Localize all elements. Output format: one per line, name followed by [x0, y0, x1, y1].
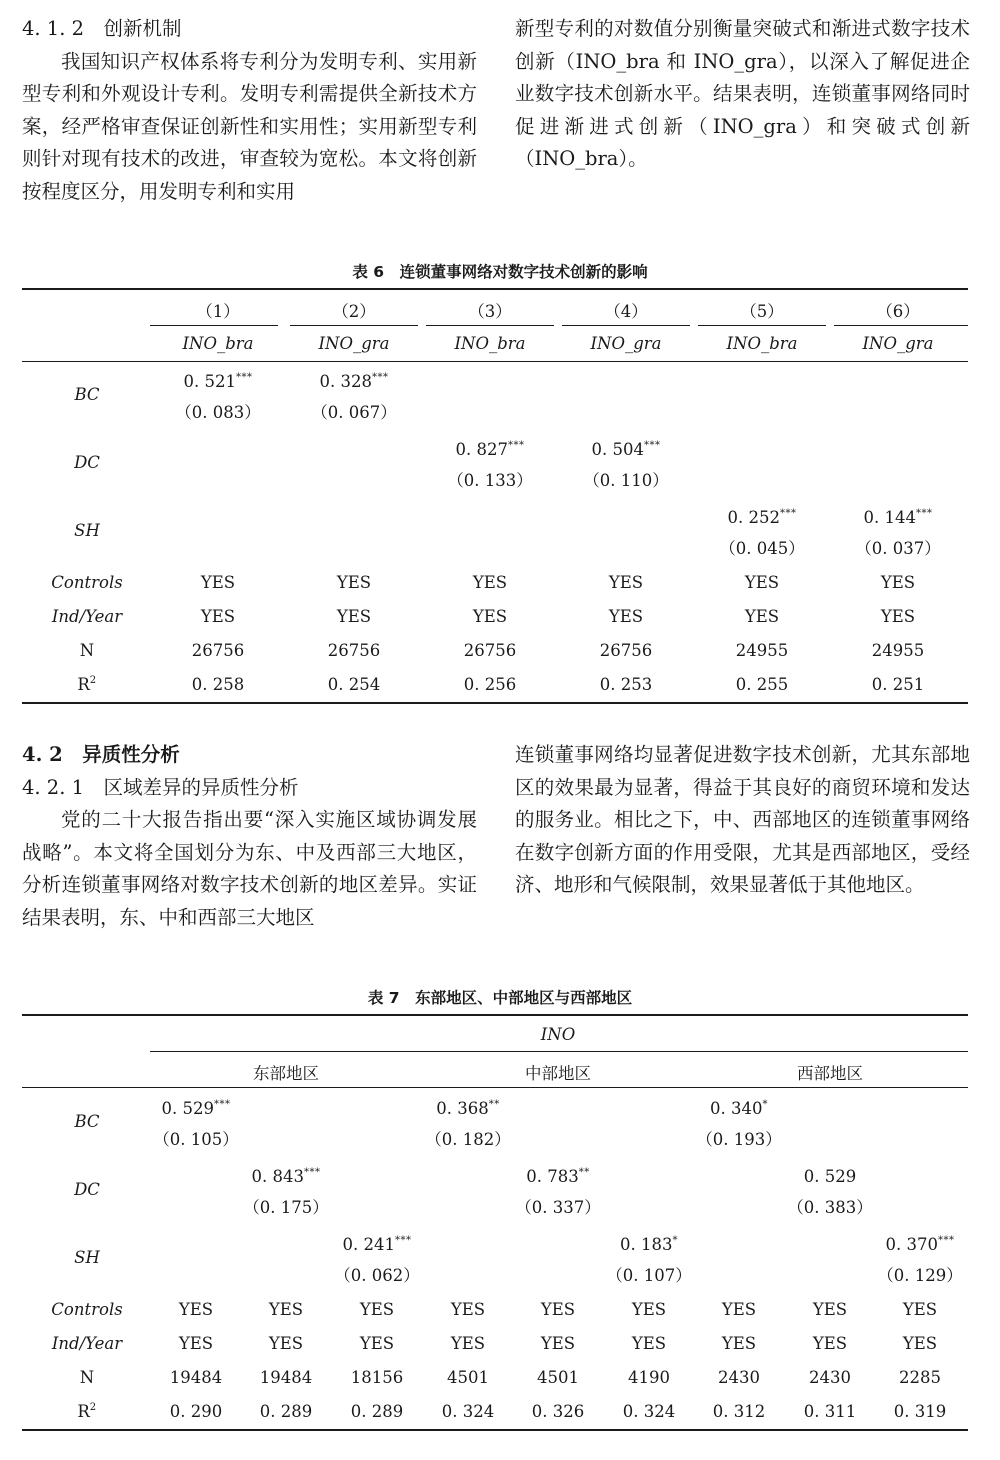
table-6-cell: 24955 [871, 641, 925, 660]
table-7-cell: YES [631, 1300, 667, 1319]
table-6-col-number: （4） [604, 302, 648, 321]
table-7-std-error: （0. 107） [606, 1266, 692, 1285]
table-7-cell: 4501 [447, 1368, 489, 1387]
table-7-region-east: 东部地区 [253, 1064, 319, 1083]
table-7-cell: YES [450, 1334, 486, 1353]
table-7-dep-var: INO [540, 1025, 576, 1044]
table-7-cell: YES [450, 1300, 486, 1319]
table-6-std-error: （0. 110） [583, 471, 669, 490]
section-4-2-right-column [515, 739, 970, 902]
table-7-cell: 19484 [259, 1368, 313, 1387]
table-6-col-number: （1） [196, 302, 240, 321]
table-6-cell: 0. 255 [735, 675, 789, 694]
table-7-coefficient: 0. 183* [620, 1235, 678, 1254]
table-7-cell: YES [178, 1300, 214, 1319]
table-7-coefficient: 0. 529 [803, 1167, 857, 1186]
table-6-header-rule [22, 361, 968, 362]
section-heading-4-2: 4. 2 异质性分析 [22, 743, 180, 766]
table-7-std-error: （0. 383） [787, 1198, 873, 1217]
table-6-std-error: （0. 133） [447, 471, 533, 490]
table-7-cell: 0. 324 [622, 1402, 676, 1421]
table-7-caption: 表 7 东部地区、中部地区与西部地区 [367, 989, 633, 1007]
table-7-cell: YES [540, 1300, 576, 1319]
table-6-coefficient: 0. 328*** [319, 372, 389, 391]
table-7-cell: 0. 289 [350, 1402, 404, 1421]
table-6-row-label-controls: Controls [51, 573, 123, 592]
table-6-cell: YES [880, 573, 916, 592]
table-6-row-label-ind-year: Ind/Year [51, 607, 123, 626]
table-6-cell: YES [608, 573, 644, 592]
table-7-cell: YES [902, 1334, 938, 1353]
table-6-col-number: （3） [468, 302, 512, 321]
table-6-cell: 0. 258 [191, 675, 245, 694]
table-7-cell: 0. 326 [531, 1402, 585, 1421]
table-7-cell: 4501 [537, 1368, 579, 1387]
table-6-cell: YES [472, 607, 508, 626]
paragraph-regional-heterogeneity: 党的二十大报告指出要“深入实施区域协调发展战略”。本文将全国划分为东、中及西部三大地区，分析连锁董事网络对数字技术创新的地区差异。实证结果表明，东、中和西部三大地区 [22, 808, 477, 929]
table-7-std-error: （0. 337） [515, 1198, 601, 1217]
table-7-cell: YES [721, 1300, 757, 1319]
table-6-cell: YES [744, 573, 780, 592]
table-6-cell: YES [744, 607, 780, 626]
table-6-col-rule [562, 325, 690, 326]
table-7-cell: 4190 [628, 1368, 670, 1387]
table-7-coefficient: 0. 783** [526, 1167, 590, 1186]
table-6-std-error: （0. 045） [719, 539, 805, 558]
table-6-cell: YES [200, 607, 236, 626]
table-6-dep-var: INO_bra [454, 334, 526, 353]
table-6-cell: 26756 [463, 641, 517, 660]
table-6-col-number: （6） [876, 302, 920, 321]
table-7-row-label-n: N [79, 1368, 95, 1387]
table-6-bottom-rule [22, 702, 968, 704]
table-7-row-label-ind-year: Ind/Year [51, 1334, 123, 1353]
table-6-cell: YES [336, 607, 372, 626]
table-7-cell: 0. 290 [169, 1402, 223, 1421]
table-6-std-error: （0. 083） [175, 403, 261, 422]
table-7-cell: 0. 311 [803, 1402, 857, 1421]
table-6-top-rule [22, 288, 968, 290]
table-7-cell: YES [359, 1334, 395, 1353]
table-7-std-error: （0. 182） [425, 1130, 511, 1149]
table-6-cell: YES [608, 607, 644, 626]
table-7-cell: 0. 319 [893, 1402, 947, 1421]
table-6-row-label-n: N [79, 641, 95, 660]
section-4-2-left-column [22, 739, 477, 934]
table-6-cell: 0. 253 [599, 675, 653, 694]
table-7-coefficient: 0. 340* [710, 1099, 768, 1118]
table-6-cell: YES [472, 573, 508, 592]
section-4-1-2-left-column [22, 13, 477, 208]
table-7-bottom-rule [22, 1429, 968, 1431]
table-7-top-rule [22, 1014, 968, 1016]
table-7-coefficient: 0. 843*** [251, 1167, 321, 1186]
section-heading-4-2-1: 4. 2. 1 区域差异的异质性分析 [22, 775, 299, 799]
table-7-std-error: （0. 062） [334, 1266, 420, 1285]
paragraph-innovation-mechanism: 我国知识产权体系将专利分为发明专利、实用新型专利和外观设计专利。发明专利需提供全新技术方案，经严格审查保证创新性和实用性；实用新型专利则针对现有技术的改进，审查较为宽松。本文将创新按程度区分，用发明专利和实用 [22, 49, 477, 203]
table-6-col-number: （5） [740, 302, 784, 321]
table-6-coefficient: 0. 252*** [727, 508, 797, 527]
table-6-coefficient: 0. 504*** [591, 440, 661, 459]
table-6-cell: 0. 251 [871, 675, 925, 694]
table-6-cell: YES [880, 607, 916, 626]
table-7-cell: YES [902, 1300, 938, 1319]
table-7-row-label-controls: Controls [51, 1300, 123, 1319]
table-7-row-label-r-squared: $R^2$ [77, 1402, 97, 1421]
table-7-cell: 0. 324 [441, 1402, 495, 1421]
table-6-dep-var: INO_gra [318, 334, 390, 353]
table-6-col-rule [426, 325, 554, 326]
table-7-region-central: 中部地区 [525, 1064, 591, 1083]
table-7-cell: 2430 [809, 1368, 851, 1387]
table-7 [22, 1014, 968, 1434]
table-7-std-error: （0. 193） [696, 1130, 782, 1149]
table-6-coefficient: 0. 827*** [455, 440, 525, 459]
paragraph-innovation-mechanism-continued: 新型专利的对数值分别衡量突破式和渐进式数字技术创新（INO_bra 和 INO_gra），以深入了解促进企业数字技术创新水平。结果表明，连锁董事网络同时促进渐进式创新（INO_gra）和突破式创新（INO_bra）。 [515, 17, 970, 170]
table-7-row-label-dc: DC [74, 1180, 100, 1199]
table-7-cell: YES [359, 1300, 395, 1319]
table-7-cell: YES [268, 1334, 304, 1353]
table-6-col-number: （2） [332, 302, 376, 321]
table-7-coefficient: 0. 241*** [342, 1235, 412, 1254]
table-7-coefficient: 0. 370*** [885, 1235, 955, 1254]
section-4-1-2-right-column [515, 13, 970, 176]
table-7-coefficient: 0. 368** [436, 1099, 500, 1118]
table-6-cell: 0. 256 [463, 675, 517, 694]
section-heading-4-1-2: 4. 1. 2 创新机制 [22, 17, 182, 40]
table-6-caption: 表 6 连锁董事网络对数字技术创新的影响 [352, 263, 648, 281]
table-7-cell: 0. 289 [259, 1402, 313, 1421]
table-6-row-label-bc: BC [74, 385, 100, 404]
table-7-std-error: （0. 129） [877, 1266, 963, 1285]
table-7-cell: YES [812, 1300, 848, 1319]
table-7-cell: YES [631, 1334, 667, 1353]
table-6-row-label-r-squared: $R^2$ [77, 675, 97, 694]
table-6-cell: YES [200, 573, 236, 592]
table-6-std-error: （0. 037） [855, 539, 941, 558]
table-6-col-rule [834, 325, 968, 326]
table-6-row-label-dc: DC [74, 453, 100, 472]
table-7-coefficient: 0. 529*** [161, 1099, 231, 1118]
table-7-header-rule [22, 1087, 968, 1088]
table-7-cell: 19484 [169, 1368, 223, 1387]
table-6-col-rule [290, 325, 418, 326]
table-6 [22, 288, 968, 706]
table-6-dep-var: INO_bra [726, 334, 798, 353]
table-7-cell: 2285 [899, 1368, 941, 1387]
table-7-cell: 0. 312 [712, 1402, 766, 1421]
table-6-coefficient: 0. 144*** [863, 508, 933, 527]
paragraph-regional-heterogeneity-continued: 连锁董事网络均显著促进数字技术创新，尤其东部地区的效果最为显著，得益于其良好的商贸环境和发达的服务业。相比之下，中、西部地区的连锁董事网络在数字创新方面的作用受限，尤其是西部地区，受经济、地形和气候限制，效果显著低于其他地区。 [515, 743, 970, 896]
table-7-region-west: 西部地区 [797, 1064, 863, 1083]
table-6-dep-var: INO_bra [182, 334, 254, 353]
table-7-cell: 2430 [718, 1368, 760, 1387]
table-6-dep-var: INO_gra [590, 334, 662, 353]
table-6-cell: 26756 [191, 641, 245, 660]
table-6-dep-var: INO_gra [862, 334, 934, 353]
table-7-cell: YES [721, 1334, 757, 1353]
table-6-coefficient: 0. 521*** [183, 372, 253, 391]
table-7-std-error: （0. 105） [153, 1130, 239, 1149]
table-6-col-rule [698, 325, 826, 326]
table-6-row-label-sh: SH [74, 521, 100, 540]
table-6-cell: YES [336, 573, 372, 592]
table-7-cell: YES [178, 1334, 214, 1353]
table-7-cell: 18156 [350, 1368, 404, 1387]
table-6-col-rule [150, 325, 278, 326]
table-6-cell: 26756 [599, 641, 653, 660]
table-6-cell: 24955 [735, 641, 789, 660]
table-7-spanner-rule [150, 1051, 968, 1052]
table-7-cell: YES [812, 1334, 848, 1353]
table-6-std-error: （0. 067） [311, 403, 397, 422]
table-6-cell: 26756 [327, 641, 381, 660]
table-7-row-label-sh: SH [74, 1248, 100, 1267]
table-7-std-error: （0. 175） [243, 1198, 329, 1217]
table-7-row-label-bc: BC [74, 1112, 100, 1131]
table-7-cell: YES [268, 1300, 304, 1319]
table-6-cell: 0. 254 [327, 675, 381, 694]
table-7-cell: YES [540, 1334, 576, 1353]
